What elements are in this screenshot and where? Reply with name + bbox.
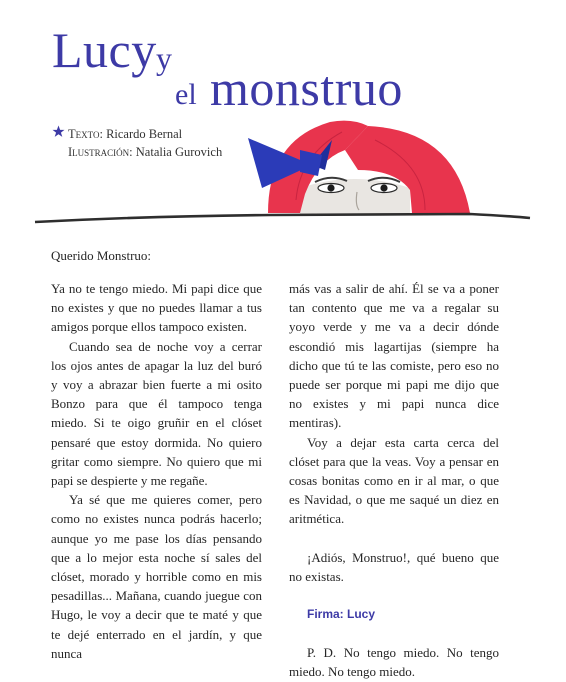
letter-column-left <box>51 279 262 663</box>
right-paragraph-3: ¡Adiós, Monstruo!, qué bueno que no existas. <box>289 549 499 584</box>
left-paragraph-1: Ya no te tengo miedo. Mi papi dice que no existes y que no puedes llamar a tus amigos porque ellos tampoco existen. <box>51 281 262 335</box>
title-el: el <box>175 78 197 111</box>
right-paragraph-1: más vas a salir de ahí. Él se va a poner tan contento que me va a regalar su yoyo verde y me va a decir dónde escondió mis lagartijas (siempre ha dicho que tú te las comiste, pero eso no puede ser porque mi papi me dijo que no existes y mi papi nunca dice mentiras). <box>289 281 499 431</box>
left-paragraph-2: Cuando sea de noche voy a cerrar los ojos antes de apagar la luz del buró y voy a abrazar bien fuerte a mi osito Bonzo para que él tampoco tenga miedo. Si te oigo gruñir en el clóset pensaré que estoy dormida. No quiero gritar como siempre. No quiero que mi papi se despierte y me regañe. <box>51 338 262 489</box>
left-paragraph-3: Ya sé que me quieres comer, pero como no existes nunca podrás hacerlo; aunque yo me pase los días pensando que a lo mejor esta noche sí sales del clóset, morado y horrible como en mis pesadillas... Mañana, cuando juegue con Hugo, le voy a decir que te maté y que te dejé enterrado en el jardín, y que nunca <box>51 492 262 661</box>
illustration-hat-girl <box>0 110 566 235</box>
signature: Firma: Lucy <box>307 607 376 622</box>
credit-illustration-label: Ilustración: <box>68 145 133 159</box>
letter-column-right <box>289 279 499 682</box>
credit-text-author: Ricardo Bernal <box>106 127 183 141</box>
letter-salutation: Querido Monstruo: <box>51 248 152 263</box>
credit-text-label: Texto: <box>68 127 103 141</box>
title-lucy: Lucy <box>52 22 157 78</box>
title-monstruo: monstruo <box>210 60 403 116</box>
credit-illustration-author: Natalia Gurovich <box>135 145 223 159</box>
right-paragraph-4: P. D. No tengo miedo. No tengo miedo. No tengo miedo. <box>289 645 499 680</box>
title-y: y <box>156 40 172 76</box>
right-paragraph-2: Voy a dejar esta carta cerca del clóset para que la veas. Voy a pensar en cosas bonitas como en ir al mar, o que es Navidad, o que me saqué un diez en aritmética. <box>289 434 499 527</box>
